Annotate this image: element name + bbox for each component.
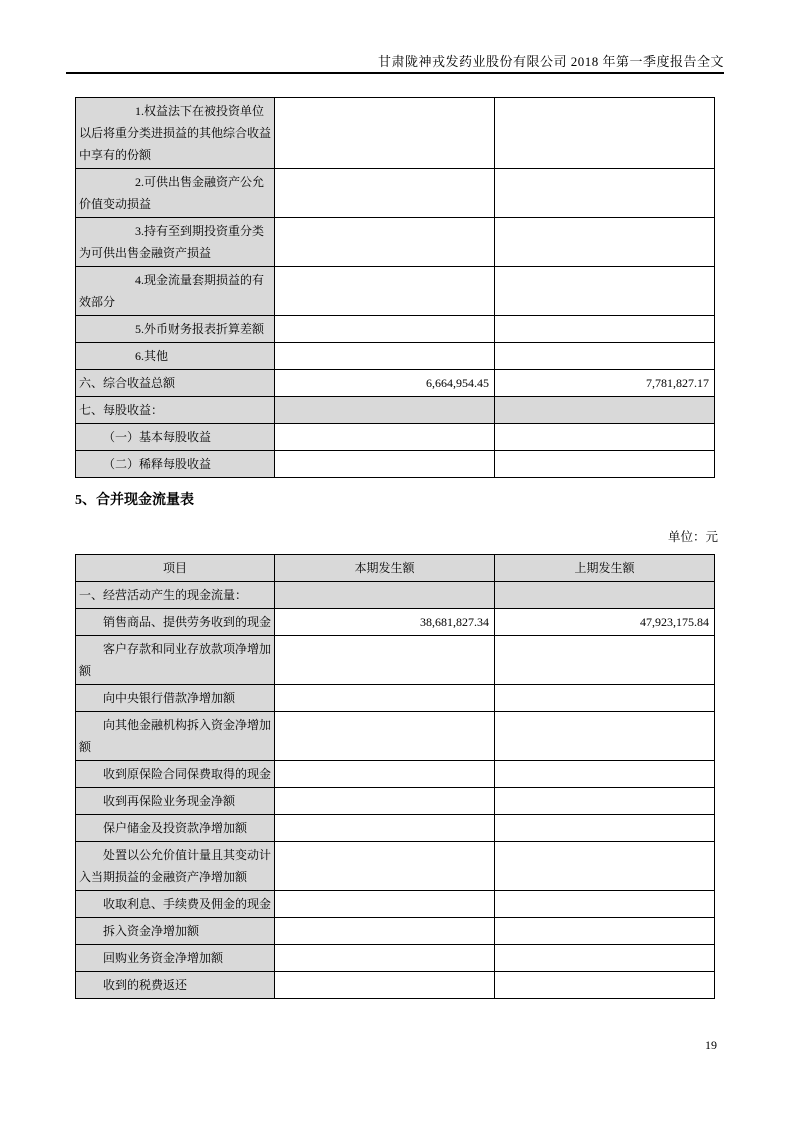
row-label-cell: （一）基本每股收益 bbox=[76, 424, 275, 451]
current-period-value-cell bbox=[275, 98, 495, 169]
prior-period-value-cell: 7,781,827.17 bbox=[495, 370, 715, 397]
prior-period-value-cell bbox=[495, 316, 715, 343]
current-period-value-cell bbox=[275, 788, 495, 815]
row-label-cell: 6.其他 bbox=[76, 343, 275, 370]
row-label-cell: 1.权益法下在被投资单位以后将重分类进损益的其他综合收益中享有的份额 bbox=[76, 98, 275, 169]
row-label-cell: 3.持有至到期投资重分类为可供出售金融资产损益 bbox=[76, 218, 275, 267]
table-row bbox=[76, 636, 715, 685]
current-period-value-cell bbox=[275, 218, 495, 267]
table-row bbox=[76, 842, 715, 891]
page-number: 19 bbox=[705, 1038, 717, 1052]
row-label-cell: 收到的税费返还 bbox=[76, 972, 275, 999]
current-period-value-cell bbox=[275, 918, 495, 945]
table-row bbox=[76, 891, 715, 918]
comprehensive-income-table bbox=[75, 97, 715, 478]
current-period-value-cell bbox=[275, 685, 495, 712]
table-row bbox=[76, 712, 715, 761]
current-period-value-cell bbox=[275, 582, 495, 609]
prior-period-value-cell bbox=[495, 972, 715, 999]
prior-period-value-cell bbox=[495, 891, 715, 918]
prior-period-value-cell bbox=[495, 788, 715, 815]
current-period-value-cell bbox=[275, 972, 495, 999]
table-row bbox=[76, 169, 715, 218]
current-period-value-cell bbox=[275, 424, 495, 451]
row-label-cell: 回购业务资金净增加额 bbox=[76, 945, 275, 972]
current-period-value-cell bbox=[275, 945, 495, 972]
row-label-cell: 向其他金融机构拆入资金净增加额 bbox=[76, 712, 275, 761]
row-label-cell: 七、每股收益： bbox=[76, 397, 275, 424]
row-label-cell: 向中央银行借款净增加额 bbox=[76, 685, 275, 712]
cashflow-table bbox=[75, 554, 715, 999]
prior-period-value-cell bbox=[495, 169, 715, 218]
table-row bbox=[76, 945, 715, 972]
prior-period-value-cell bbox=[495, 451, 715, 478]
table-row bbox=[76, 424, 715, 451]
row-label-cell: 2.可供出售金融资产公允价值变动损益 bbox=[76, 169, 275, 218]
prior-period-value-cell bbox=[495, 582, 715, 609]
prior-period-value-cell bbox=[495, 397, 715, 424]
column-header-item: 项目 bbox=[76, 555, 275, 582]
table-row bbox=[76, 397, 715, 424]
prior-period-value-cell bbox=[495, 685, 715, 712]
table-row bbox=[76, 343, 715, 370]
row-label-cell: 六、综合收益总额 bbox=[76, 370, 275, 397]
prior-period-value-cell bbox=[495, 945, 715, 972]
table-row bbox=[76, 918, 715, 945]
prior-period-value-cell bbox=[495, 712, 715, 761]
current-period-value-cell bbox=[275, 397, 495, 424]
column-header-prior: 上期发生额 bbox=[495, 555, 715, 582]
table-row bbox=[76, 972, 715, 999]
prior-period-value-cell bbox=[495, 815, 715, 842]
current-period-value-cell bbox=[275, 815, 495, 842]
row-label-cell: 5.外币财务报表折算差额 bbox=[76, 316, 275, 343]
current-period-value-cell bbox=[275, 761, 495, 788]
prior-period-value-cell bbox=[495, 918, 715, 945]
row-label-cell: 收到原保险合同保费取得的现金 bbox=[76, 761, 275, 788]
row-label-cell: 收到再保险业务现金净额 bbox=[76, 788, 275, 815]
prior-period-value-cell bbox=[495, 842, 715, 891]
current-period-value-cell bbox=[275, 842, 495, 891]
unit-label: 单位：元 bbox=[667, 530, 718, 544]
table-row bbox=[76, 316, 715, 343]
current-period-value-cell bbox=[275, 891, 495, 918]
table-row bbox=[76, 788, 715, 815]
current-period-value-cell: 38,681,827.34 bbox=[275, 609, 495, 636]
row-label-cell: 拆入资金净增加额 bbox=[76, 918, 275, 945]
page-header-title: 甘肃陇神戎发药业股份有限公司 2018 年第一季度报告全文 bbox=[377, 54, 724, 69]
table-row bbox=[76, 370, 715, 397]
current-period-value-cell bbox=[275, 712, 495, 761]
current-period-value-cell bbox=[275, 316, 495, 343]
current-period-value-cell bbox=[275, 343, 495, 370]
row-label-cell: 处置以公允价值计量且其变动计入当期损益的金融资产净增加额 bbox=[76, 842, 275, 891]
prior-period-value-cell bbox=[495, 761, 715, 788]
prior-period-value-cell bbox=[495, 98, 715, 169]
table-row bbox=[76, 98, 715, 169]
row-label-cell: （二）稀释每股收益 bbox=[76, 451, 275, 478]
table-row bbox=[76, 451, 715, 478]
prior-period-value-cell bbox=[495, 218, 715, 267]
section-title: 5、合并现金流量表 bbox=[75, 493, 194, 508]
current-period-value-cell bbox=[275, 451, 495, 478]
table-row bbox=[76, 685, 715, 712]
row-label-cell: 客户存款和同业存放款项净增加额 bbox=[76, 636, 275, 685]
table-row bbox=[76, 267, 715, 316]
prior-period-value-cell: 47,923,175.84 bbox=[495, 609, 715, 636]
row-label-cell: 销售商品、提供劳务收到的现金 bbox=[76, 609, 275, 636]
header-rule bbox=[66, 72, 724, 74]
row-label-cell: 4.现金流量套期损益的有效部分 bbox=[76, 267, 275, 316]
column-header-current: 本期发生额 bbox=[275, 555, 495, 582]
table-header-row bbox=[76, 555, 715, 582]
current-period-value-cell: 6,664,954.45 bbox=[275, 370, 495, 397]
row-label-cell: 一、经营活动产生的现金流量： bbox=[76, 582, 275, 609]
current-period-value-cell bbox=[275, 169, 495, 218]
prior-period-value-cell bbox=[495, 424, 715, 451]
table-row bbox=[76, 761, 715, 788]
current-period-value-cell bbox=[275, 636, 495, 685]
prior-period-value-cell bbox=[495, 267, 715, 316]
table-row bbox=[76, 218, 715, 267]
table-row bbox=[76, 609, 715, 636]
prior-period-value-cell bbox=[495, 636, 715, 685]
current-period-value-cell bbox=[275, 267, 495, 316]
table-row bbox=[76, 815, 715, 842]
prior-period-value-cell bbox=[495, 343, 715, 370]
row-label-cell: 保户储金及投资款净增加额 bbox=[76, 815, 275, 842]
table-row bbox=[76, 582, 715, 609]
row-label-cell: 收取利息、手续费及佣金的现金 bbox=[76, 891, 275, 918]
